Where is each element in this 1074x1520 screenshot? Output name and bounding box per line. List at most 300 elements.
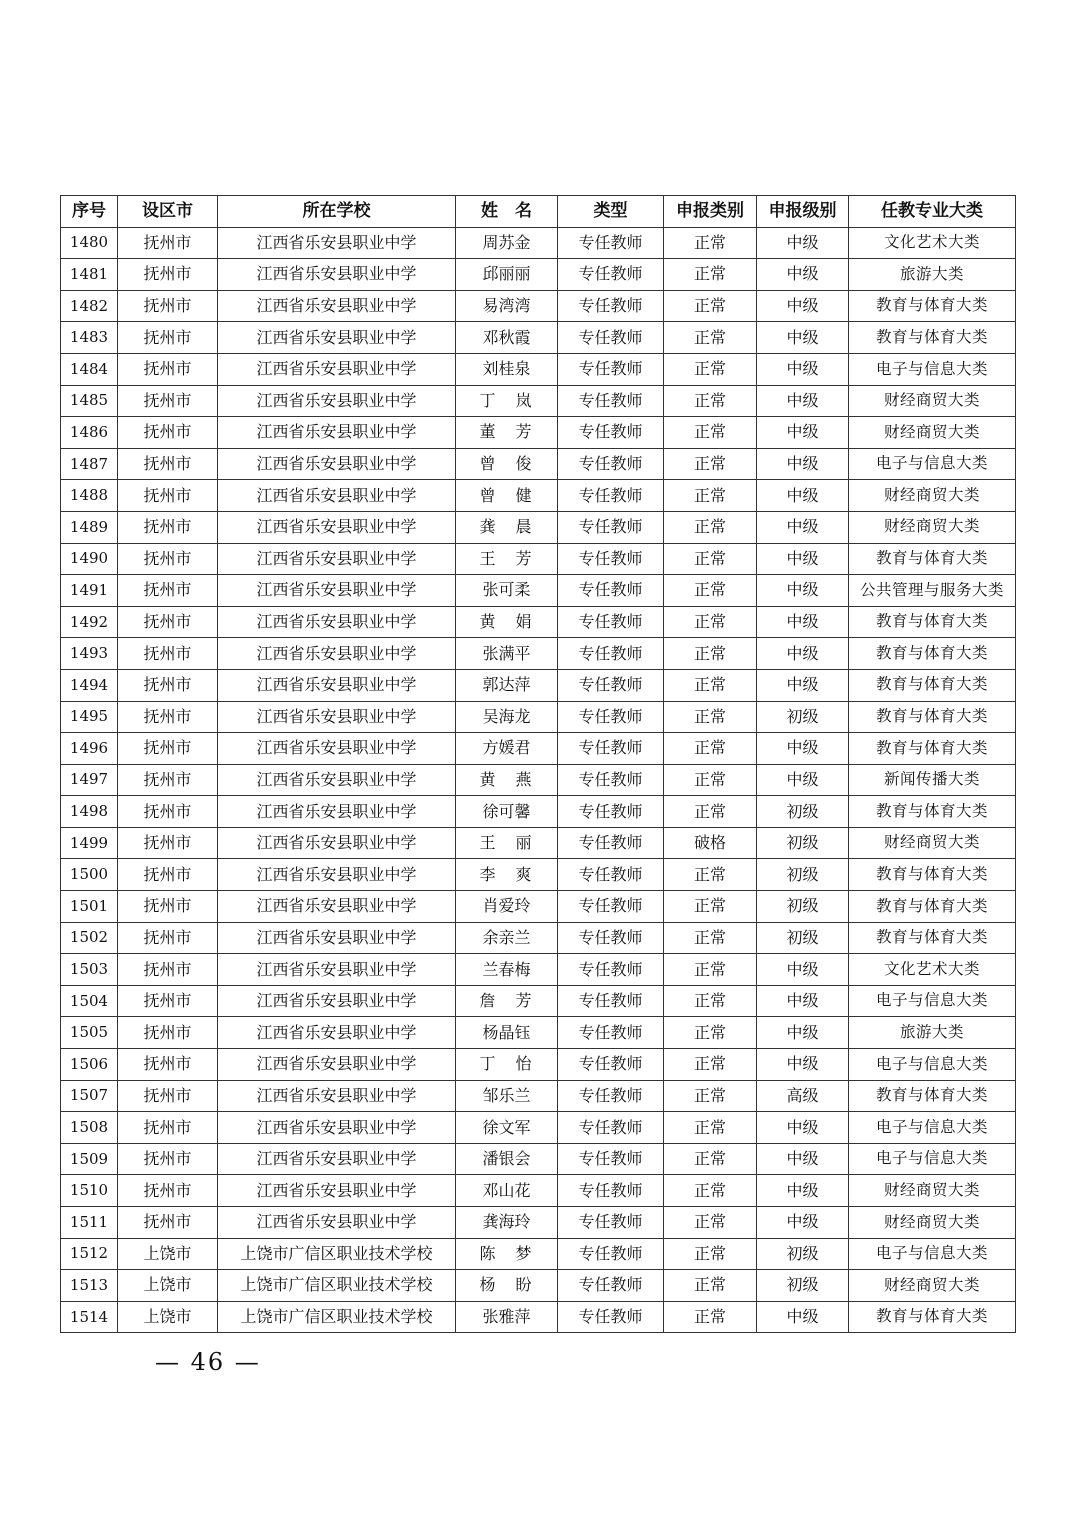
cell-major: 电子与信息大类	[849, 448, 1016, 480]
cell-name: 兰春梅	[456, 954, 558, 986]
table-row	[61, 827, 1016, 859]
cell-major: 文化艺术大类	[849, 227, 1016, 259]
cell-type: 专任教师	[558, 638, 664, 670]
cell-category: 正常	[664, 480, 757, 512]
cell-name: 邹乐兰	[456, 1080, 558, 1112]
cell-city: 抚州市	[118, 480, 218, 512]
table-row	[61, 1207, 1016, 1239]
cell-name: 徐文军	[456, 1112, 558, 1144]
cell-level: 中级	[757, 322, 849, 354]
cell-level: 中级	[757, 353, 849, 385]
cell-type: 专任教师	[558, 1049, 664, 1081]
cell-major: 教育与体育大类	[849, 543, 1016, 575]
header-name: 姓 名	[456, 196, 558, 228]
cell-seq: 1483	[61, 322, 118, 354]
cell-level: 中级	[757, 1017, 849, 1049]
cell-city: 抚州市	[118, 859, 218, 891]
cell-type: 专任教师	[558, 922, 664, 954]
cell-school: 江西省乐安县职业中学	[218, 827, 456, 859]
cell-name: 方媛君	[456, 733, 558, 765]
cell-name: 陈 梦	[456, 1238, 558, 1270]
cell-school: 江西省乐安县职业中学	[218, 575, 456, 607]
cell-major: 财经商贸大类	[849, 511, 1016, 543]
table-row	[61, 543, 1016, 575]
cell-school: 江西省乐安县职业中学	[218, 448, 456, 480]
cell-major: 财经商贸大类	[849, 1270, 1016, 1302]
table-header-row	[61, 196, 1016, 228]
table-row	[61, 764, 1016, 796]
cell-major: 电子与信息大类	[849, 985, 1016, 1017]
cell-seq: 1490	[61, 543, 118, 575]
cell-name: 张雅萍	[456, 1301, 558, 1333]
cell-school: 江西省乐安县职业中学	[218, 1080, 456, 1112]
cell-city: 抚州市	[118, 353, 218, 385]
cell-seq: 1487	[61, 448, 118, 480]
cell-school: 江西省乐安县职业中学	[218, 1175, 456, 1207]
cell-seq: 1507	[61, 1080, 118, 1112]
cell-category: 正常	[664, 1143, 757, 1175]
cell-name: 邓山花	[456, 1175, 558, 1207]
cell-category: 正常	[664, 638, 757, 670]
cell-name: 肖爱玲	[456, 891, 558, 923]
cell-category: 正常	[664, 859, 757, 891]
cell-school: 江西省乐安县职业中学	[218, 290, 456, 322]
cell-type: 专任教师	[558, 227, 664, 259]
cell-category: 正常	[664, 353, 757, 385]
cell-name: 邱丽丽	[456, 259, 558, 291]
cell-major: 教育与体育大类	[849, 891, 1016, 923]
cell-type: 专任教师	[558, 543, 664, 575]
cell-level: 中级	[757, 638, 849, 670]
cell-type: 专任教师	[558, 985, 664, 1017]
cell-major: 旅游大类	[849, 1017, 1016, 1049]
cell-school: 江西省乐安县职业中学	[218, 227, 456, 259]
cell-seq: 1494	[61, 669, 118, 701]
cell-category: 正常	[664, 1301, 757, 1333]
header-apply-category: 申报类别	[664, 196, 757, 228]
cell-type: 专任教师	[558, 859, 664, 891]
cell-school: 江西省乐安县职业中学	[218, 1143, 456, 1175]
cell-level: 中级	[757, 1049, 849, 1081]
table-row	[61, 669, 1016, 701]
cell-type: 专任教师	[558, 764, 664, 796]
cell-major: 公共管理与服务大类	[849, 575, 1016, 607]
cell-city: 抚州市	[118, 954, 218, 986]
cell-type: 专任教师	[558, 1080, 664, 1112]
cell-type: 专任教师	[558, 669, 664, 701]
table-row	[61, 259, 1016, 291]
cell-seq: 1492	[61, 606, 118, 638]
cell-seq: 1501	[61, 891, 118, 923]
cell-category: 正常	[664, 985, 757, 1017]
cell-school: 上饶市广信区职业技术学校	[218, 1238, 456, 1270]
cell-major: 教育与体育大类	[849, 859, 1016, 891]
table-row	[61, 1238, 1016, 1270]
cell-name: 徐可馨	[456, 796, 558, 828]
cell-name: 黄 燕	[456, 764, 558, 796]
cell-seq: 1481	[61, 259, 118, 291]
cell-seq: 1486	[61, 417, 118, 449]
table-row	[61, 448, 1016, 480]
table-row	[61, 859, 1016, 891]
cell-category: 正常	[664, 1017, 757, 1049]
cell-city: 抚州市	[118, 1049, 218, 1081]
cell-level: 中级	[757, 290, 849, 322]
cell-city: 抚州市	[118, 606, 218, 638]
cell-category: 正常	[664, 227, 757, 259]
cell-school: 江西省乐安县职业中学	[218, 796, 456, 828]
cell-school: 江西省乐安县职业中学	[218, 891, 456, 923]
cell-seq: 1484	[61, 353, 118, 385]
cell-seq: 1485	[61, 385, 118, 417]
cell-category: 正常	[664, 290, 757, 322]
cell-name: 张可柔	[456, 575, 558, 607]
cell-category: 正常	[664, 1112, 757, 1144]
cell-level: 中级	[757, 385, 849, 417]
table-row	[61, 954, 1016, 986]
table-row	[61, 480, 1016, 512]
cell-type: 专任教师	[558, 417, 664, 449]
cell-name: 曾 俊	[456, 448, 558, 480]
cell-category: 正常	[664, 764, 757, 796]
cell-name: 余亲兰	[456, 922, 558, 954]
cell-level: 中级	[757, 511, 849, 543]
cell-category: 正常	[664, 954, 757, 986]
cell-seq: 1491	[61, 575, 118, 607]
cell-level: 初级	[757, 922, 849, 954]
cell-city: 抚州市	[118, 1143, 218, 1175]
cell-category: 正常	[664, 1207, 757, 1239]
cell-category: 破格	[664, 827, 757, 859]
cell-category: 正常	[664, 322, 757, 354]
cell-major: 教育与体育大类	[849, 322, 1016, 354]
cell-category: 正常	[664, 543, 757, 575]
cell-category: 正常	[664, 891, 757, 923]
cell-city: 抚州市	[118, 290, 218, 322]
cell-major: 教育与体育大类	[849, 733, 1016, 765]
table-row	[61, 1270, 1016, 1302]
table-row	[61, 290, 1016, 322]
cell-type: 专任教师	[558, 796, 664, 828]
cell-school: 江西省乐安县职业中学	[218, 1017, 456, 1049]
cell-level: 中级	[757, 985, 849, 1017]
cell-category: 正常	[664, 511, 757, 543]
cell-seq: 1512	[61, 1238, 118, 1270]
cell-name: 刘桂泉	[456, 353, 558, 385]
cell-level: 初级	[757, 1270, 849, 1302]
cell-major: 财经商贸大类	[849, 417, 1016, 449]
cell-city: 抚州市	[118, 922, 218, 954]
cell-name: 邓秋霞	[456, 322, 558, 354]
cell-city: 抚州市	[118, 796, 218, 828]
cell-level: 中级	[757, 448, 849, 480]
table-row	[61, 1080, 1016, 1112]
header-school: 所在学校	[218, 196, 456, 228]
cell-school: 江西省乐安县职业中学	[218, 1207, 456, 1239]
header-city: 设区市	[118, 196, 218, 228]
cell-type: 专任教师	[558, 1017, 664, 1049]
cell-school: 上饶市广信区职业技术学校	[218, 1301, 456, 1333]
cell-type: 专任教师	[558, 322, 664, 354]
cell-name: 龚 晨	[456, 511, 558, 543]
cell-level: 中级	[757, 606, 849, 638]
cell-seq: 1506	[61, 1049, 118, 1081]
table-row	[61, 575, 1016, 607]
cell-type: 专任教师	[558, 1175, 664, 1207]
cell-major: 财经商贸大类	[849, 480, 1016, 512]
table-row	[61, 417, 1016, 449]
cell-school: 江西省乐安县职业中学	[218, 385, 456, 417]
cell-seq: 1493	[61, 638, 118, 670]
cell-seq: 1489	[61, 511, 118, 543]
cell-major: 财经商贸大类	[849, 1175, 1016, 1207]
table-row	[61, 1112, 1016, 1144]
cell-level: 中级	[757, 575, 849, 607]
cell-city: 抚州市	[118, 448, 218, 480]
cell-seq: 1504	[61, 985, 118, 1017]
cell-type: 专任教师	[558, 1270, 664, 1302]
table-row	[61, 701, 1016, 733]
cell-type: 专任教师	[558, 448, 664, 480]
cell-city: 抚州市	[118, 638, 218, 670]
cell-seq: 1495	[61, 701, 118, 733]
cell-type: 专任教师	[558, 891, 664, 923]
cell-level: 中级	[757, 227, 849, 259]
cell-level: 中级	[757, 733, 849, 765]
cell-major: 教育与体育大类	[849, 922, 1016, 954]
cell-category: 正常	[664, 575, 757, 607]
cell-major: 教育与体育大类	[849, 1080, 1016, 1112]
cell-school: 江西省乐安县职业中学	[218, 701, 456, 733]
cell-major: 电子与信息大类	[849, 353, 1016, 385]
cell-level: 初级	[757, 701, 849, 733]
cell-seq: 1514	[61, 1301, 118, 1333]
cell-name: 王 芳	[456, 543, 558, 575]
cell-school: 江西省乐安县职业中学	[218, 417, 456, 449]
cell-school: 江西省乐安县职业中学	[218, 764, 456, 796]
cell-name: 杨 盼	[456, 1270, 558, 1302]
cell-school: 江西省乐安县职业中学	[218, 606, 456, 638]
personnel-table	[60, 195, 1016, 1333]
cell-major: 财经商贸大类	[849, 827, 1016, 859]
cell-name: 詹 芳	[456, 985, 558, 1017]
cell-level: 初级	[757, 796, 849, 828]
cell-type: 专任教师	[558, 827, 664, 859]
table-row	[61, 1175, 1016, 1207]
cell-school: 江西省乐安县职业中学	[218, 511, 456, 543]
cell-level: 中级	[757, 1301, 849, 1333]
cell-city: 上饶市	[118, 1270, 218, 1302]
cell-city: 抚州市	[118, 385, 218, 417]
cell-major: 财经商贸大类	[849, 1207, 1016, 1239]
cell-level: 中级	[757, 543, 849, 575]
cell-seq: 1496	[61, 733, 118, 765]
table-row	[61, 511, 1016, 543]
cell-category: 正常	[664, 606, 757, 638]
cell-city: 抚州市	[118, 827, 218, 859]
cell-school: 江西省乐安县职业中学	[218, 669, 456, 701]
table-row	[61, 922, 1016, 954]
cell-city: 抚州市	[118, 322, 218, 354]
cell-seq: 1482	[61, 290, 118, 322]
table-row	[61, 985, 1016, 1017]
cell-type: 专任教师	[558, 575, 664, 607]
table-row	[61, 353, 1016, 385]
cell-level: 中级	[757, 669, 849, 701]
cell-level: 中级	[757, 1112, 849, 1144]
cell-school: 江西省乐安县职业中学	[218, 733, 456, 765]
cell-type: 专任教师	[558, 1238, 664, 1270]
cell-name: 李 爽	[456, 859, 558, 891]
cell-city: 抚州市	[118, 417, 218, 449]
cell-name: 张满平	[456, 638, 558, 670]
cell-category: 正常	[664, 448, 757, 480]
header-seq: 序号	[61, 196, 118, 228]
cell-city: 抚州市	[118, 891, 218, 923]
cell-major: 旅游大类	[849, 259, 1016, 291]
cell-name: 丁 岚	[456, 385, 558, 417]
cell-type: 专任教师	[558, 480, 664, 512]
cell-city: 上饶市	[118, 1301, 218, 1333]
table-row	[61, 733, 1016, 765]
cell-category: 正常	[664, 1175, 757, 1207]
cell-name: 郭达萍	[456, 669, 558, 701]
cell-school: 江西省乐安县职业中学	[218, 922, 456, 954]
table-row	[61, 606, 1016, 638]
cell-seq: 1503	[61, 954, 118, 986]
cell-level: 初级	[757, 827, 849, 859]
cell-city: 抚州市	[118, 701, 218, 733]
cell-city: 上饶市	[118, 1238, 218, 1270]
table-row	[61, 385, 1016, 417]
cell-level: 中级	[757, 1207, 849, 1239]
cell-seq: 1498	[61, 796, 118, 828]
cell-name: 易湾湾	[456, 290, 558, 322]
cell-seq: 1488	[61, 480, 118, 512]
cell-level: 中级	[757, 259, 849, 291]
cell-category: 正常	[664, 796, 757, 828]
cell-city: 抚州市	[118, 1175, 218, 1207]
table-row	[61, 1049, 1016, 1081]
cell-seq: 1500	[61, 859, 118, 891]
cell-seq: 1513	[61, 1270, 118, 1302]
cell-category: 正常	[664, 385, 757, 417]
cell-city: 抚州市	[118, 511, 218, 543]
cell-type: 专任教师	[558, 1207, 664, 1239]
cell-major: 教育与体育大类	[849, 701, 1016, 733]
cell-city: 抚州市	[118, 575, 218, 607]
cell-type: 专任教师	[558, 733, 664, 765]
cell-level: 中级	[757, 764, 849, 796]
cell-school: 上饶市广信区职业技术学校	[218, 1270, 456, 1302]
cell-major: 电子与信息大类	[849, 1112, 1016, 1144]
cell-name: 周苏金	[456, 227, 558, 259]
cell-category: 正常	[664, 1270, 757, 1302]
cell-name: 吴海龙	[456, 701, 558, 733]
cell-name: 杨晶钰	[456, 1017, 558, 1049]
header-type: 类型	[558, 196, 664, 228]
table-row	[61, 1143, 1016, 1175]
cell-level: 初级	[757, 1238, 849, 1270]
cell-major: 教育与体育大类	[849, 1301, 1016, 1333]
cell-level: 初级	[757, 859, 849, 891]
cell-major: 电子与信息大类	[849, 1143, 1016, 1175]
cell-city: 抚州市	[118, 227, 218, 259]
cell-type: 专任教师	[558, 385, 664, 417]
cell-level: 高级	[757, 1080, 849, 1112]
cell-category: 正常	[664, 417, 757, 449]
cell-school: 江西省乐安县职业中学	[218, 322, 456, 354]
cell-city: 抚州市	[118, 764, 218, 796]
cell-type: 专任教师	[558, 290, 664, 322]
cell-name: 曾 健	[456, 480, 558, 512]
cell-level: 初级	[757, 891, 849, 923]
table-row	[61, 322, 1016, 354]
cell-major: 新闻传播大类	[849, 764, 1016, 796]
cell-seq: 1497	[61, 764, 118, 796]
header-apply-level: 申报级别	[757, 196, 849, 228]
cell-school: 江西省乐安县职业中学	[218, 480, 456, 512]
cell-category: 正常	[664, 1080, 757, 1112]
cell-type: 专任教师	[558, 259, 664, 291]
cell-category: 正常	[664, 669, 757, 701]
cell-city: 抚州市	[118, 1207, 218, 1239]
cell-category: 正常	[664, 922, 757, 954]
cell-type: 专任教师	[558, 511, 664, 543]
cell-city: 抚州市	[118, 669, 218, 701]
cell-seq: 1511	[61, 1207, 118, 1239]
cell-major: 财经商贸大类	[849, 385, 1016, 417]
cell-school: 江西省乐安县职业中学	[218, 954, 456, 986]
cell-type: 专任教师	[558, 954, 664, 986]
cell-type: 专任教师	[558, 1301, 664, 1333]
cell-major: 电子与信息大类	[849, 1049, 1016, 1081]
cell-category: 正常	[664, 733, 757, 765]
cell-category: 正常	[664, 1049, 757, 1081]
cell-seq: 1480	[61, 227, 118, 259]
cell-name: 龚海玲	[456, 1207, 558, 1239]
cell-name: 丁 怡	[456, 1049, 558, 1081]
cell-level: 中级	[757, 954, 849, 986]
cell-major: 电子与信息大类	[849, 1238, 1016, 1270]
cell-major: 教育与体育大类	[849, 290, 1016, 322]
cell-city: 抚州市	[118, 259, 218, 291]
cell-school: 江西省乐安县职业中学	[218, 1049, 456, 1081]
cell-school: 江西省乐安县职业中学	[218, 638, 456, 670]
cell-city: 抚州市	[118, 1112, 218, 1144]
cell-school: 江西省乐安县职业中学	[218, 353, 456, 385]
cell-type: 专任教师	[558, 1112, 664, 1144]
table-row	[61, 891, 1016, 923]
cell-type: 专任教师	[558, 1143, 664, 1175]
cell-seq: 1499	[61, 827, 118, 859]
cell-type: 专任教师	[558, 701, 664, 733]
cell-school: 江西省乐安县职业中学	[218, 543, 456, 575]
cell-name: 黄 娟	[456, 606, 558, 638]
cell-level: 中级	[757, 417, 849, 449]
header-major: 任教专业大类	[849, 196, 1016, 228]
cell-seq: 1508	[61, 1112, 118, 1144]
cell-major: 文化艺术大类	[849, 954, 1016, 986]
cell-city: 抚州市	[118, 543, 218, 575]
cell-category: 正常	[664, 1238, 757, 1270]
cell-type: 专任教师	[558, 606, 664, 638]
cell-seq: 1510	[61, 1175, 118, 1207]
cell-school: 江西省乐安县职业中学	[218, 859, 456, 891]
cell-city: 抚州市	[118, 733, 218, 765]
cell-category: 正常	[664, 259, 757, 291]
cell-school: 江西省乐安县职业中学	[218, 259, 456, 291]
